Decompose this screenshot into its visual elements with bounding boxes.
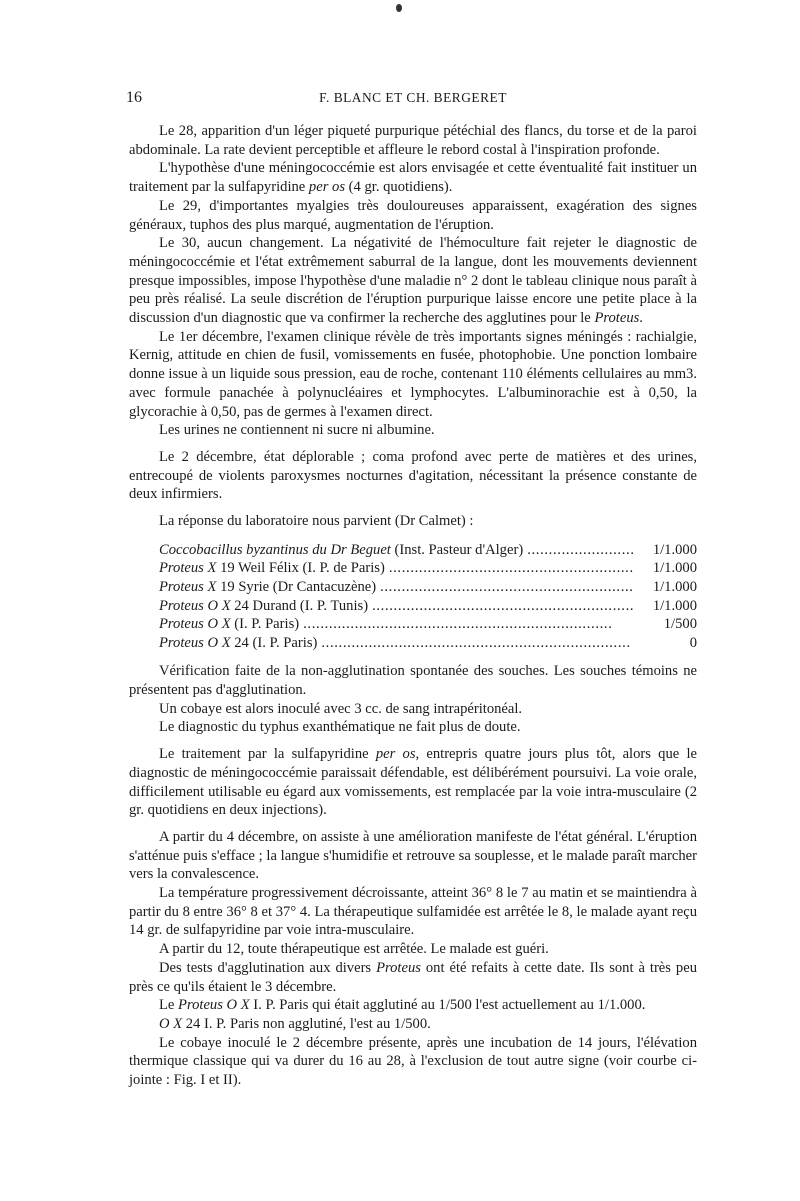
paragraph: Le Proteus O X I. P. Paris qui était agglutiné au 1/500 l'est actuellement au 1/1.000. [159, 997, 646, 1014]
organism-name: Proteus O X 24 (I. P. Paris) [159, 634, 318, 651]
agglutination-titer: 1/1.000 [652, 597, 697, 614]
lab-result-row [129, 578, 697, 597]
paragraph: A partir du 12, toute thérapeutique est arrêtée. Le malade est guéri. [159, 941, 549, 958]
lab-result-row [129, 615, 697, 634]
paragraph: Le diagnostic du typhus exanthématique ne fait plus de doute. [159, 719, 521, 736]
paragraph: Le 1er décembre, l'examen clinique révèle de très importants signes méningés : rachialgie, Kernig, attitude en chien de fusil, vomissements en fusée, photophobie. Une ponction lombaire donne issue à un liquide sous pression, eau de roche, contenant 110 éléments cellulaires au mm3. avec formule panachée à polynucléaires et lymphocytes. L'albuminorachie est à 0,50, la glycorachie à 0,50, pas de germes à l'examen direct. [129, 328, 697, 420]
lab-results-table [129, 541, 697, 653]
paragraph: La température progressivement décroissante, atteint 36° 8 le 7 au matin et se maintiendra à partir du 8 entre 36° 8 et 37° 4. La thérapeutique sulfamidée est arrêtée le 8, le malade ayant reçu 14 gr. de sulfapyridine par voie intra-musculaire. [129, 885, 697, 939]
running-header [126, 86, 697, 106]
document-page [126, 86, 697, 1090]
agglutination-titer: 1/1.000 [652, 560, 697, 577]
paragraph: Les urines ne contiennent ni sucre ni albumine. [159, 422, 435, 439]
page-number: 16 [126, 89, 142, 106]
section-b [129, 448, 697, 504]
lab-result-row [129, 634, 697, 653]
paragraph: L'hypothèse d'une méningococcémie est alors envisagée et cette éventualité fait instituer un traitement par la sulfapyridine per os (4 gr. quotidiens). [129, 160, 697, 196]
paragraph: Vérification faite de la non-agglutination spontanée des souches. Les souches témoins ne présentent pas d'agglutination. [129, 663, 697, 699]
dot-leader [380, 578, 633, 597]
paragraph: Le 29, d'importantes myalgies très douloureuses apparaissent, exagération des signes généraux, tuphos des plus marqué, augmentation de l'éruption. [129, 197, 697, 233]
lab-result-row [129, 559, 697, 578]
section-c [129, 662, 697, 737]
agglutination-titer: 1/500 [663, 616, 697, 633]
organism-name: Coccobacillus byzantinus du Dr Beguet (Inst. Pasteur d'Alger) [159, 541, 524, 558]
agglutination-titer: 0 [689, 634, 697, 651]
organism-name: Proteus X 19 Weil Félix (I. P. de Paris) [159, 560, 385, 577]
agglutination-titer: 1/1.000 [652, 541, 697, 558]
paragraph: Un cobaye est alors inoculé avec 3 cc. de sang intrapéritonéal. [159, 700, 523, 717]
paragraph: Le 2 décembre, état déplorable ; coma profond avec perte de matières et des urines, entrecoupé de violents paroxysmes nocturnes d'agitation, nécessitant la présence constante de deux infirmiers. [129, 448, 697, 503]
dot-leader [527, 541, 633, 560]
paragraph: Le 28, apparition d'un léger piqueté purpurique pétéchial des flancs, du torse et de la paroi abdominale. La rate devient perceptible et affleure le rebord costal à l'inspiration profonde. [129, 123, 697, 158]
paragraph: Le traitement par la sulfapyridine per os, entrepris quatre jours plus tôt, alors que le diagnostic de méningococcémie paraissait défendable, est délibérément poursuivi. La voie orale, difficilement utilisable eu égard aux vomissements, est remplacée par la voie intra-musculaire (2 gr. quotidiens en deux injections). [129, 746, 697, 819]
paragraph: O X 24 I. P. Paris non agglutiné, l'est au 1/500. [159, 1015, 431, 1032]
paragraph: Le 30, aucun changement. La négativité de l'hémoculture fait rejeter le diagnostic de méningococcémie et l'état extrêmement saburral de la langue, dont les mouvements deviennent presque impossibles, impose l'hypothèse d'une maladie n° 2 dont le tableau clinique nous paraît à peu près réalisé. La seule discrétion de l'éruption purpurique laisse encore une petite place à la discussion d'un diagnostic que va confirmer la recherche des agglutines pour le Proteus. [129, 235, 697, 327]
dot-leader [372, 597, 633, 616]
organism-name: Proteus O X (I. P. Paris) [159, 616, 300, 633]
section-e [129, 828, 697, 1090]
document-body [129, 122, 697, 1090]
agglutination-titer: 1/1.000 [652, 578, 697, 595]
ink-speck [396, 4, 402, 12]
organism-name: Proteus X 19 Syrie (Dr Cantacuzène) [159, 578, 377, 595]
dot-leader [303, 615, 633, 634]
lab-intro: La réponse du laboratoire nous parvient (Dr Calmet) : [159, 513, 474, 530]
organism-name: Proteus O X 24 Durand (I. P. Tunis) [159, 597, 369, 614]
section-d [129, 745, 697, 820]
dot-leader [389, 559, 633, 578]
paragraph: Des tests d'agglutination aux divers Proteus ont été refaits à cette date. Ils sont à très peu près ce qu'ils étaient le 3 décembre. [129, 959, 697, 995]
section-a [129, 122, 697, 440]
dot-leader [321, 634, 633, 653]
running-title: F. BLANC ET CH. BERGERET [319, 90, 507, 105]
paragraph: Le cobaye inoculé le 2 décembre présente, après une incubation de 14 jours, l'élévation thermique classique qui va durer du 16 au 28, à l'exclusion de tout autre signe (voir courbe ci-jointe : Fig. I et II). [129, 1034, 697, 1089]
lab-result-row [129, 597, 697, 616]
lab-result-row [129, 541, 697, 560]
paragraph: A partir du 4 décembre, on assiste à une amélioration manifeste de l'état général. L'éruption s'atténue puis s'efface ; la langue s'humidifie et retrouve sa souplesse, et le malade paraît marcher vers la convalescence. [129, 828, 697, 883]
